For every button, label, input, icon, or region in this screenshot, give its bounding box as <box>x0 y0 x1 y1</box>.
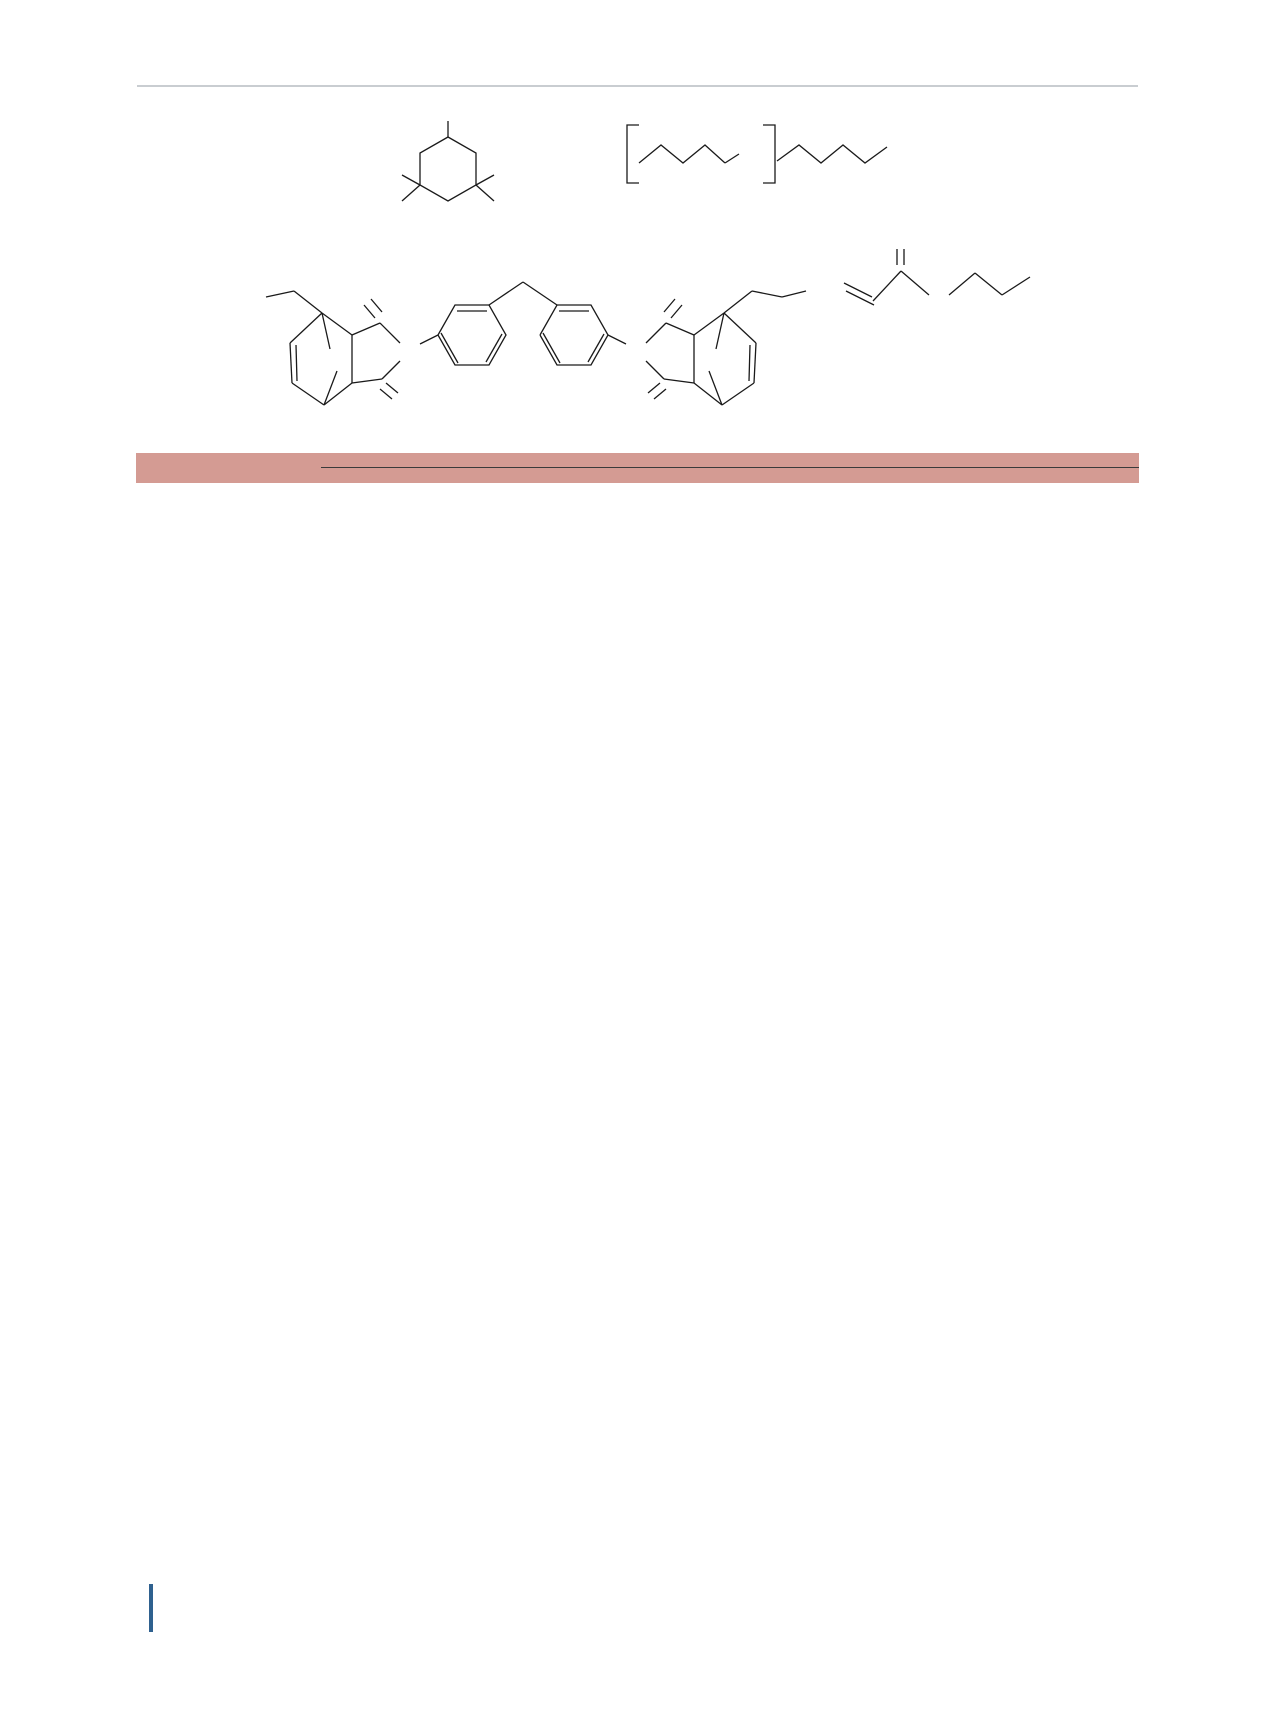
table-header <box>136 453 1139 483</box>
col-header-dmpa-ptmg <box>665 468 855 484</box>
r1-definition <box>369 113 527 225</box>
page-header <box>0 0 1275 78</box>
r1-structure <box>369 113 527 225</box>
footer-divider-bar <box>149 1584 153 1632</box>
r3-structure <box>234 235 812 423</box>
r4-definition <box>838 235 1042 331</box>
page-footer <box>137 1582 163 1632</box>
r2-structure <box>607 113 907 199</box>
col-header-ipdi <box>321 468 416 484</box>
synthesis-scheme <box>0 87 1275 423</box>
col-header-dmpa <box>416 468 546 484</box>
r3-definition <box>234 235 812 423</box>
r2-definition <box>607 113 907 199</box>
r1-r2-definitions <box>0 113 1275 225</box>
col-header-resin-system <box>136 453 321 483</box>
col-header-ptmg <box>546 468 665 484</box>
r4-structure <box>838 235 1042 331</box>
col-header-hea <box>1014 468 1139 484</box>
formula-table <box>136 453 1139 483</box>
col-header-da-diol <box>855 468 1015 484</box>
r3-r4-definitions <box>0 235 1275 423</box>
col-group-nmol <box>321 453 1139 468</box>
